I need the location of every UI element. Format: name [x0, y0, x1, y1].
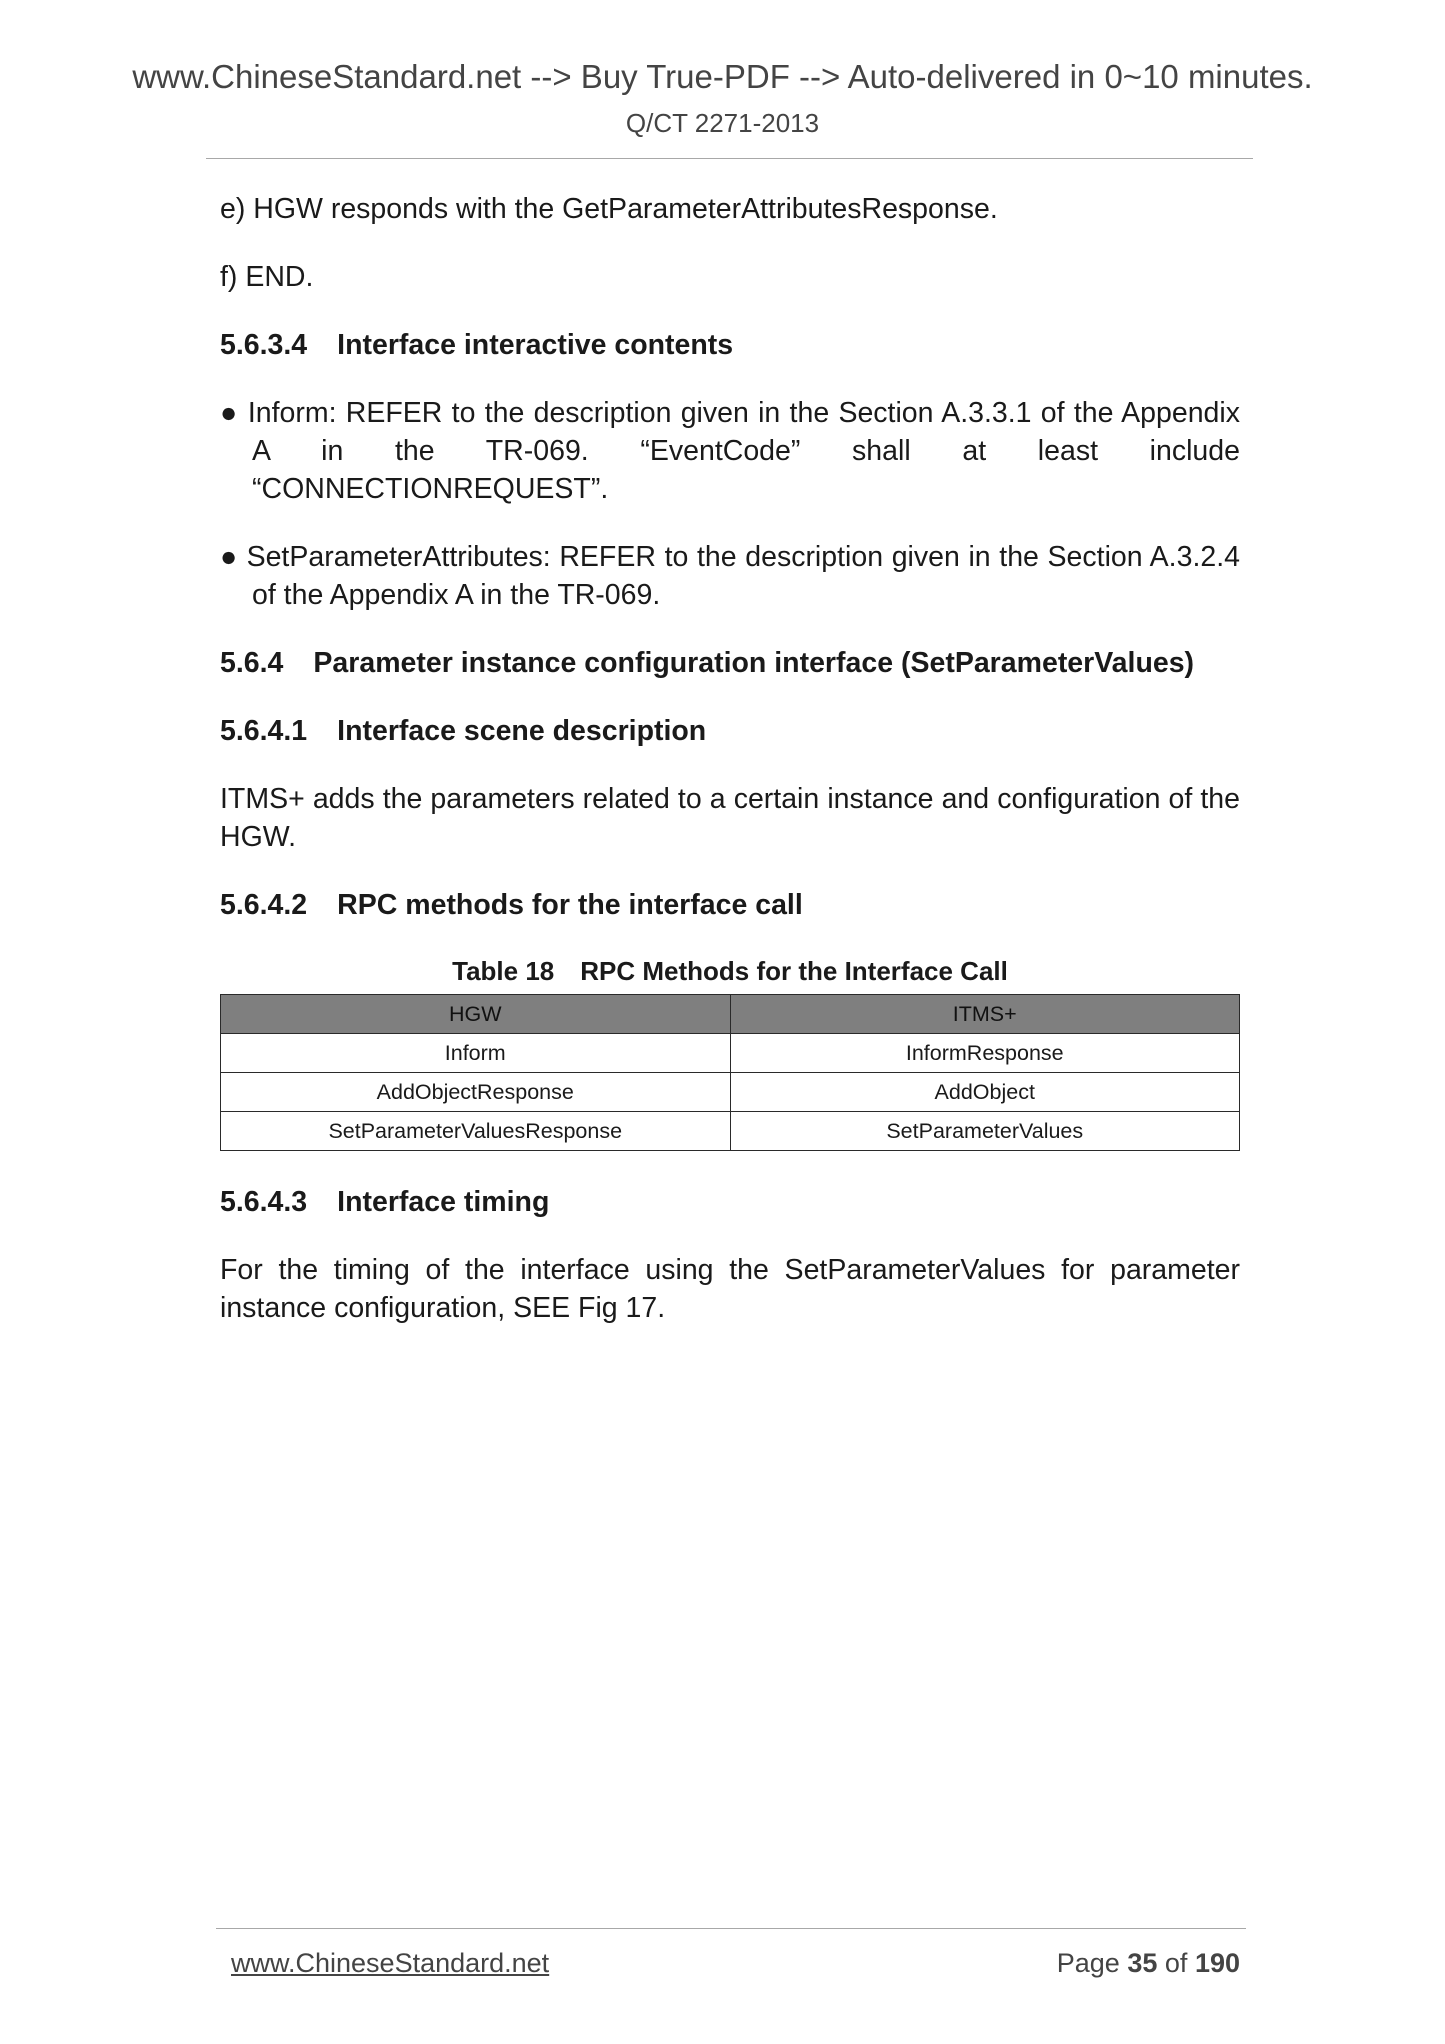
section-number: 5.6.4.2	[220, 889, 308, 921]
section-title: Parameter instance configuration interface (SetParameterValues)	[313, 647, 1195, 679]
table-row	[221, 1112, 1240, 1151]
header-divider	[206, 158, 1253, 159]
section-number: 5.6.3.4	[220, 329, 308, 361]
table-number: Table 18	[452, 956, 555, 986]
table-cell: AddObjectResponse	[221, 1073, 731, 1112]
section-title: Interface interactive contents	[337, 329, 734, 361]
section-5-6-4-2-heading	[220, 886, 1240, 924]
page-of: of	[1164, 1948, 1188, 1978]
table-cell: InformResponse	[730, 1034, 1240, 1073]
scene-description: ITMS+ adds the parameters related to a certain instance and configuration of the HGW.	[220, 783, 1240, 853]
section-title: Interface timing	[337, 1186, 550, 1218]
footer-site-link[interactable]: www.ChineseStandard.net	[231, 1948, 550, 1978]
header-itms: ITMS+	[730, 995, 1240, 1034]
section-5-6-4-1-heading	[220, 712, 1240, 750]
section-5-6-3-4-heading	[220, 326, 1240, 364]
section-5-6-4-3-heading	[220, 1183, 1240, 1221]
table-title: RPC Methods for the Interface Call	[580, 956, 1008, 986]
section-title: Interface scene description	[337, 715, 707, 747]
table-header-row	[221, 995, 1240, 1034]
section-number: 5.6.4	[220, 647, 284, 679]
table-cell: SetParameterValues	[730, 1112, 1240, 1151]
section-5-6-4-heading	[220, 644, 1240, 682]
page-content	[220, 190, 1240, 1357]
section-number: 5.6.4.3	[220, 1186, 308, 1218]
page-current: 35	[1127, 1948, 1158, 1978]
standard-id: Q/CT 2271-2013	[625, 108, 820, 138]
header-hgw: HGW	[221, 995, 731, 1034]
table-cell: AddObject	[730, 1073, 1240, 1112]
bullet-inform: ● Inform: REFER to the description given in the Section A.3.3.1 of the Appendix A in the TR-069. “EventCode” shall at least include “CONNECTIONREQUEST”.	[220, 397, 1240, 505]
page-total: 190	[1194, 1948, 1240, 1978]
site-banner: www.ChineseStandard.net --> Buy True-PDF --> Auto-delivered in 0~10 minutes.	[132, 58, 1313, 95]
table-row	[221, 1034, 1240, 1073]
step-e: e) HGW responds with the GetParameterAttributesResponse.	[220, 193, 998, 225]
table-cell: Inform	[221, 1034, 731, 1073]
section-number: 5.6.4.1	[220, 715, 308, 747]
page-label: Page	[1056, 1948, 1120, 1978]
table-cell: SetParameterValuesResponse	[221, 1112, 731, 1151]
footer-divider	[216, 1928, 1246, 1929]
step-f: f) END.	[220, 261, 314, 293]
timing-description: For the timing of the interface using the SetParameterValues for parameter instance configuration, SEE Fig 17.	[220, 1254, 1240, 1324]
bullet-set-parameter-attributes: ● SetParameterAttributes: REFER to the description given in the Section A.3.2.4 of the Appendix A in the TR-069.	[220, 541, 1240, 611]
table-18-caption	[220, 954, 1240, 988]
section-title: RPC methods for the interface call	[337, 889, 803, 921]
table-row	[221, 1073, 1240, 1112]
page-number	[1057, 1948, 1240, 1979]
rpc-methods-table	[220, 994, 1240, 1151]
